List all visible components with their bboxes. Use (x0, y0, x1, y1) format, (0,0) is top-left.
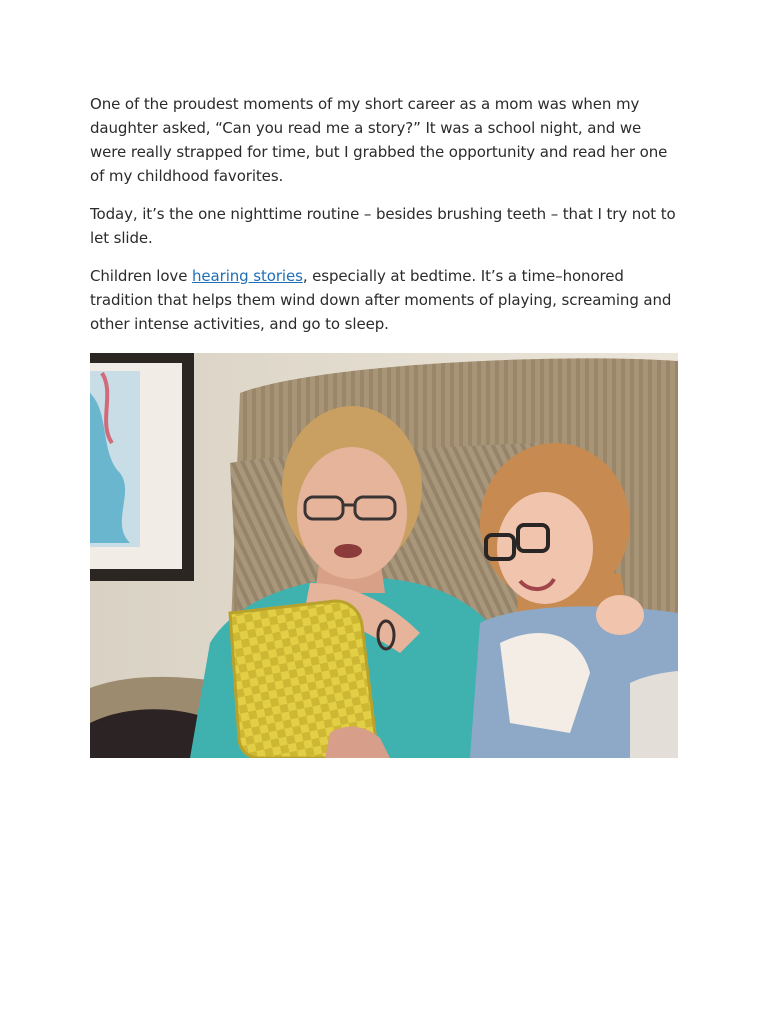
article-photo (90, 353, 678, 758)
hearing-stories-link[interactable]: hearing stories (192, 267, 303, 285)
article-body (90, 92, 680, 350)
paragraph-text-start: Children love (90, 267, 192, 285)
paragraph-routine: Today, it’s the one nighttime routine – besides brushing teeth – that I try not to let slide. (90, 205, 676, 247)
paragraph-text-end: , especially at bedtime. It’s a time–honored tradition that helps them wind down after moments of playing, screaming and other intense activities, and go to sleep. (90, 267, 672, 333)
paragraph-children (90, 264, 680, 336)
photo-illustration (90, 353, 678, 758)
paragraph-intro: One of the proudest moments of my short career as a mom was when my daughter asked, “Can you read me a story?” It was a school night, and we were really strapped for time, but I grabbed the opportunity and read her one of my childhood favorites. (90, 95, 668, 185)
